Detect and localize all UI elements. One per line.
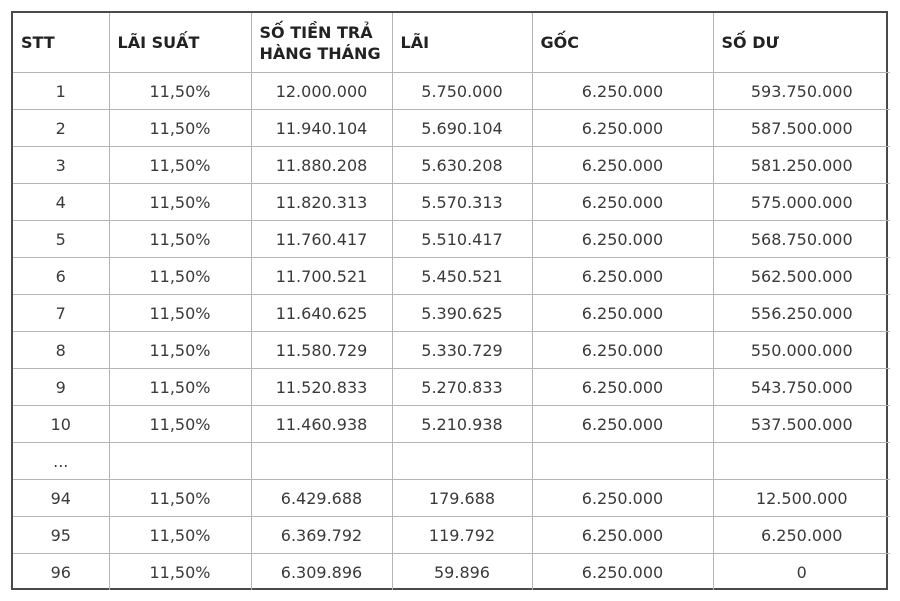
cell-interest: 5.690.104: [392, 110, 532, 147]
header-principal: GỐC: [532, 13, 713, 73]
table-row: [13, 554, 890, 591]
cell-balance: 550.000.000: [713, 332, 890, 369]
cell-stt: 8: [13, 332, 109, 369]
cell-principal: [532, 443, 713, 480]
cell-monthly-payment: 11.520.833: [251, 369, 392, 406]
cell-monthly-payment: 6.369.792: [251, 517, 392, 554]
cell-principal: 6.250.000: [532, 73, 713, 110]
cell-monthly-payment: 11.700.521: [251, 258, 392, 295]
cell-interest-rate: 11,50%: [109, 73, 251, 110]
cell-balance: 537.500.000: [713, 406, 890, 443]
cell-monthly-payment: 6.309.896: [251, 554, 392, 591]
loan-schedule-table: [13, 13, 890, 590]
header-stt: STT: [13, 13, 109, 73]
cell-monthly-payment: 12.000.000: [251, 73, 392, 110]
cell-stt: 6: [13, 258, 109, 295]
table-row: [13, 147, 890, 184]
table-row-ellipsis: [13, 443, 890, 480]
header-monthly-payment: SỐ TIỀN TRẢ HÀNG THÁNG: [251, 13, 392, 73]
table-row: [13, 517, 890, 554]
cell-monthly-payment: 11.940.104: [251, 110, 392, 147]
header-balance: SỐ DƯ: [713, 13, 890, 73]
cell-balance: 575.000.000: [713, 184, 890, 221]
header-row: [13, 13, 890, 73]
table-row: [13, 480, 890, 517]
table-row: [13, 258, 890, 295]
cell-principal: 6.250.000: [532, 480, 713, 517]
cell-interest: 5.390.625: [392, 295, 532, 332]
header-interest-rate: LÃI SUẤT: [109, 13, 251, 73]
cell-principal: 6.250.000: [532, 147, 713, 184]
table-row: [13, 332, 890, 369]
cell-balance: 568.750.000: [713, 221, 890, 258]
table-row: [13, 406, 890, 443]
cell-interest: 5.450.521: [392, 258, 532, 295]
cell-monthly-payment: 11.580.729: [251, 332, 392, 369]
cell-interest: 5.570.313: [392, 184, 532, 221]
cell-principal: 6.250.000: [532, 406, 713, 443]
cell-interest-rate: [109, 443, 251, 480]
cell-monthly-payment: 11.760.417: [251, 221, 392, 258]
cell-interest: 59.896: [392, 554, 532, 591]
cell-monthly-payment: 11.640.625: [251, 295, 392, 332]
table-row: [13, 73, 890, 110]
cell-stt: 95: [13, 517, 109, 554]
cell-balance: 543.750.000: [713, 369, 890, 406]
cell-interest: 5.510.417: [392, 221, 532, 258]
cell-interest: 119.792: [392, 517, 532, 554]
cell-principal: 6.250.000: [532, 332, 713, 369]
cell-stt: 10: [13, 406, 109, 443]
cell-interest-rate: 11,50%: [109, 110, 251, 147]
cell-interest-rate: 11,50%: [109, 258, 251, 295]
cell-principal: 6.250.000: [532, 110, 713, 147]
cell-monthly-payment: 6.429.688: [251, 480, 392, 517]
cell-interest-rate: 11,50%: [109, 480, 251, 517]
cell-principal: 6.250.000: [532, 184, 713, 221]
table-row: [13, 110, 890, 147]
loan-schedule-table-container: [11, 11, 888, 590]
cell-interest-rate: 11,50%: [109, 517, 251, 554]
cell-interest: 179.688: [392, 480, 532, 517]
cell-interest: 5.630.208: [392, 147, 532, 184]
table-row: [13, 369, 890, 406]
cell-principal: 6.250.000: [532, 369, 713, 406]
cell-stt: 7: [13, 295, 109, 332]
table-row: [13, 184, 890, 221]
cell-balance: [713, 443, 890, 480]
cell-balance: 0: [713, 554, 890, 591]
cell-interest: 5.750.000: [392, 73, 532, 110]
cell-monthly-payment: [251, 443, 392, 480]
cell-principal: 6.250.000: [532, 554, 713, 591]
cell-stt: ...: [13, 443, 109, 480]
cell-stt: 9: [13, 369, 109, 406]
cell-interest: 5.270.833: [392, 369, 532, 406]
table-row: [13, 295, 890, 332]
cell-balance: 593.750.000: [713, 73, 890, 110]
cell-balance: 556.250.000: [713, 295, 890, 332]
cell-stt: 5: [13, 221, 109, 258]
cell-balance: 581.250.000: [713, 147, 890, 184]
cell-balance: 562.500.000: [713, 258, 890, 295]
cell-interest-rate: 11,50%: [109, 332, 251, 369]
cell-interest-rate: 11,50%: [109, 295, 251, 332]
cell-monthly-payment: 11.460.938: [251, 406, 392, 443]
table-row: [13, 221, 890, 258]
cell-interest-rate: 11,50%: [109, 554, 251, 591]
cell-balance: 12.500.000: [713, 480, 890, 517]
cell-interest: 5.330.729: [392, 332, 532, 369]
cell-interest: [392, 443, 532, 480]
cell-monthly-payment: 11.880.208: [251, 147, 392, 184]
cell-principal: 6.250.000: [532, 221, 713, 258]
cell-interest-rate: 11,50%: [109, 147, 251, 184]
cell-principal: 6.250.000: [532, 258, 713, 295]
cell-stt: 4: [13, 184, 109, 221]
cell-balance: 587.500.000: [713, 110, 890, 147]
header-interest: LÃI: [392, 13, 532, 73]
cell-interest: 5.210.938: [392, 406, 532, 443]
cell-principal: 6.250.000: [532, 295, 713, 332]
cell-balance: 6.250.000: [713, 517, 890, 554]
cell-stt: 1: [13, 73, 109, 110]
cell-interest-rate: 11,50%: [109, 221, 251, 258]
cell-interest-rate: 11,50%: [109, 184, 251, 221]
cell-interest-rate: 11,50%: [109, 369, 251, 406]
cell-interest-rate: 11,50%: [109, 406, 251, 443]
cell-stt: 96: [13, 554, 109, 591]
cell-principal: 6.250.000: [532, 517, 713, 554]
cell-stt: 3: [13, 147, 109, 184]
cell-monthly-payment: 11.820.313: [251, 184, 392, 221]
cell-stt: 94: [13, 480, 109, 517]
cell-stt: 2: [13, 110, 109, 147]
